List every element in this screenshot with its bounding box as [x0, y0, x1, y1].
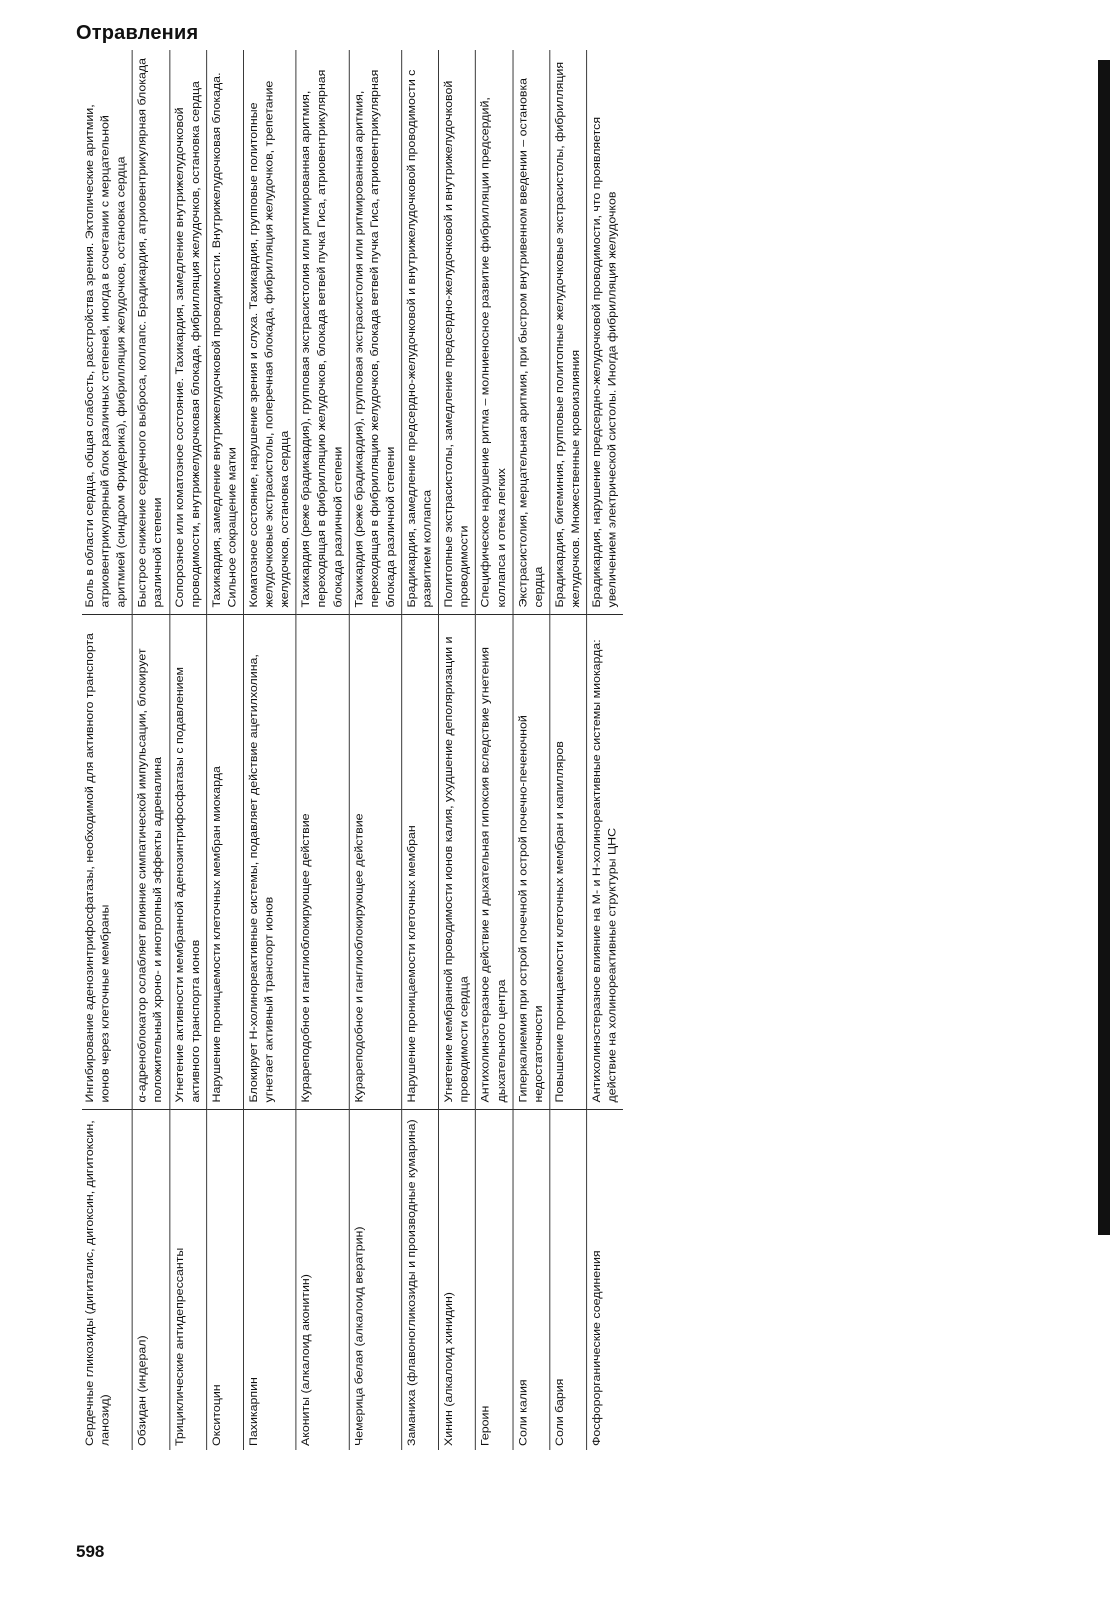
table-row: [132, 50, 169, 1450]
page-number: 598: [76, 1542, 105, 1561]
mechanism-cell: Повышение проницаемости клеточных мембран и капилляров: [550, 615, 587, 1110]
mechanism-cell: Антихолинэстеразное влияние на М- и Н-холинореактивные системы миокарда: действие на холинореактивные структуры ЦНС: [587, 615, 624, 1110]
symptoms-cell: Брадикардия, бигеминия, групповые политопные желудочковые экстрасистолы, фибрилляция желудочков. Множественные кровоизлияния: [550, 50, 587, 615]
symptoms-cell: Боль в области сердца, общая слабость, расстройства зрения. Эктопические аритмии, атриовентрикулярный блок различных степеней, иногда в сочетании с мерцательной аритмией (синдром Фридерика), фибрилляция желудочков, остановка сердца: [82, 50, 132, 615]
symptoms-cell: Сопорозное или коматозное состояние. Тахикардия, замедление внутрижелудочковой проводимости, внутрижелудочковая блокада, фибрилляция желудочков, остановка сердца: [169, 50, 206, 615]
mechanism-cell: Гиперкалиемия при острой почечной и острой почечно-печеночной недостаточности: [513, 615, 550, 1110]
mechanism-cell: Курареподобное и ганглиоблокирующее действие: [296, 615, 349, 1110]
symptoms-cell: Тахикардия (реже брадикардия), групповая экстрасистолия или ритмированная аритмия, переходящая в фибрилляцию желудочков, блокада ветвей пучка Гиса, атриовентрикулярная блокада различной степени: [349, 50, 402, 615]
substance-cell: Соли калия: [513, 1110, 550, 1450]
mechanism-cell: Угнетение мембранной проводимости ионов калия, ухудшение деполяризации и проводимости сердца: [439, 615, 476, 1110]
table-row: [476, 50, 513, 1450]
table-row: [296, 50, 349, 1450]
substance-cell: Акониты (алкалоид аконитин): [296, 1110, 349, 1450]
symptoms-cell: Коматозное состояние, нарушение зрения и слуха. Тахикардия, групповые политопные желудочковые экстрасистолы, поперечная блокада, фибрилляция желудочков, трепетание желудочков, остановка сердца: [243, 50, 296, 615]
symptoms-cell: Брадикардия, замедление предсердно-желудочковой и внутрижелудочковой проводимости с развитием коллапса: [402, 50, 439, 615]
table-row: [513, 50, 550, 1450]
poisoning-table-frame: [82, 50, 987, 1450]
substance-cell: Чемерица белая (алкалоид вератрин): [349, 1110, 402, 1450]
mechanism-cell: α-адреноблокатор ослабляет влияние симпатической импульсации, блокирует положительный хроно- и инотропный эффекты адреналина: [132, 615, 169, 1110]
mechanism-cell: Угнетение активности мембранной аденозинтрифосфатазы с подавлением активного транспорта ионов: [169, 615, 206, 1110]
substance-cell: Пахикарпин: [243, 1110, 296, 1450]
substance-cell: Сердечные гликозиды (дигиталис, дигоксин, дигитоксин, ланозид): [82, 1120, 112, 1446]
substance-cell: Соли бария: [550, 1110, 587, 1450]
table-row: [243, 50, 296, 1450]
page-title: Отравления: [76, 22, 199, 44]
table-row: [550, 50, 587, 1450]
table-row: [349, 50, 402, 1450]
mechanism-cell: Блокирует Н-холинореактивные системы, подавляет действие ацетилхолина, угнетает активный транспорт ионов: [243, 615, 296, 1110]
substance-cell: Трициклические антидепрессанты: [169, 1110, 206, 1450]
mechanism-cell: Нарушение проницаемости клеточных мембран: [402, 615, 439, 1110]
poisoning-table: [82, 50, 623, 1450]
mechanism-cell: Антихолинэстеразное действие и дыхательная гипоксия вследствие угнетения дыхательного центра: [476, 615, 513, 1110]
table-row: [439, 50, 476, 1450]
symptoms-cell: Политопные экстрасистолы, замедление предсердно-желудочковой и внутрижелудочковой проводимости: [439, 50, 476, 615]
table-row: [587, 50, 624, 1450]
mechanism-cell: Нарушение проницаемости клеточных мембран миокарда: [206, 615, 243, 1110]
table-row: [169, 50, 206, 1450]
mechanism-cell: Курареподобное и ганглиоблокирующее действие: [349, 615, 402, 1110]
table-row: [82, 50, 132, 1450]
page-edge-bar: [1098, 60, 1110, 1235]
substance-cell: Окситоцин: [206, 1110, 243, 1450]
substance-cell: Фосфорорганические соединения: [587, 1110, 624, 1450]
mechanism-cell: Ингибирование аденозинтрифосфатазы, необходимой для активного транспорта ионов через клеточные мембраны: [82, 615, 132, 1110]
symptoms-cell: Специфическое нарушение ритма – молниеносное развитие фибрилляции предсердий, коллапса и отека легких: [476, 50, 513, 615]
substance-cell: Героин: [476, 1110, 513, 1450]
symptoms-cell: Тахикардия (реже брадикардия), групповая экстрасистолия или ритмированная аритмия, переходящая в фибрилляцию желудочков, блокада ветвей пучка Гиса, атриовентрикулярная блокада различной степени: [296, 50, 349, 615]
table-row: [402, 50, 439, 1450]
symptoms-cell: Быстрое снижение сердечного выброса, коллапс. Брадикардия, атриовентрикулярная блокада различной степени: [132, 50, 169, 615]
symptoms-cell: Брадикардия, нарушение предсердно-желудочковой проводимости, что проявляется увеличением электрической систолы. Иногда фибрилляция желудочков: [587, 50, 624, 615]
symptoms-cell: Экстрасистолия, мерцательная аритмия, при быстром внутривенном введении – остановка сердца: [513, 50, 550, 615]
substance-cell: Заманиха (флавоногликозиды и производные кумарина): [402, 1110, 439, 1450]
table-row: [206, 50, 243, 1450]
symptoms-cell: Тахикардия, замедление внутрижелудочковой проводимости. Внутрижелудочковая блокада. Сильное сокращение матки: [206, 50, 243, 615]
poisoning-table-body: [82, 50, 623, 1450]
substance-cell: Обзидан (индерал): [132, 1110, 169, 1450]
substance-cell: Хинин (алкалоид хинидин): [439, 1110, 476, 1450]
